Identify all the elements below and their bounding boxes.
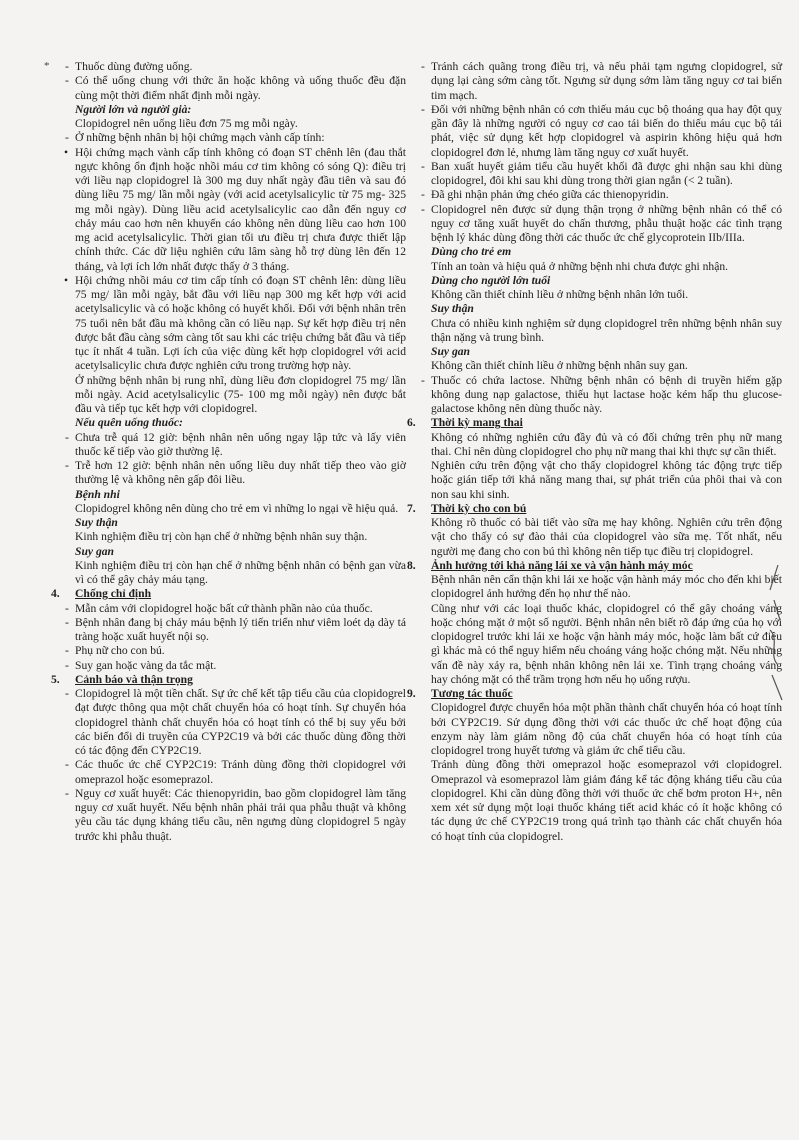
right-column (407, 60, 782, 844)
section-title: Thời kỳ mang thai (431, 416, 523, 430)
handwritten-margin-mark (760, 560, 790, 710)
section-number: 7. (407, 501, 416, 515)
bullet-item: - Đối với những bệnh nhân có cơn thiếu máu cục bộ thoáng qua hay đột quỵ gần đây là những người có nguy cơ cao tái biến do thiếu máu cục bộ tái phát, việc sử dụng kết hợp clopidogrel và aspirin không hiệu quả hơn clopidogrel đơn lẻ, nhưng làm tăng nguy cơ xuất huyết. (420, 103, 782, 160)
paragraph: Không có những nghiên cứu đầy đủ và có đối chứng trên phụ nữ mang thai. Chỉ nên dùng clopidogrel cho phụ nữ mang thai khi thực sự cần thiết. (431, 430, 782, 458)
paragraph: Bệnh nhân nên cẩn thận khi lái xe hoặc vận hành máy móc cho đến khi biết clopidogrel ảnh hưởng đến họ như thế nào. (431, 573, 782, 601)
section-title: Tương tác thuốc (431, 687, 513, 700)
bullet-item: - Có thể uống chung với thức ăn hoặc không và uống thuốc đều đặn cùng một thời điểm nhất định mỗi ngày. (64, 74, 406, 103)
paragraph: Tính an toàn và hiệu quả ở những bệnh nhi chưa được ghi nhận. (431, 259, 729, 273)
subheading: Bệnh nhi (75, 487, 120, 501)
section-heading (407, 558, 782, 573)
bullet-item: - Tránh cách quãng trong điều trị, và nếu phải tạm ngưng clopidogrel, sử dụng lại càng sớm càng tốt. Ngưng sử dụng sớm làm tăng nguy cơ tai biến tim mạch. (420, 60, 782, 103)
dot-bullet-item: • Hội chứng mạch vành cấp tính không có đoạn ST chênh lên (đau thắt ngực không ổn định hoặc nhồi máu cơ tim không có sóng Q): điều trị với liều nạp clopidogrel là 300 mg duy nhất ngày đầu tiên và sau đó dùng liều 75 mg/ lần mỗi ngày (với acid acetylsalicylic từ 75 mg- 325 mg mỗi ngày). Dùng liều acid acetylsalicylic cao dẫn đến nguy cơ chảy máu cao hơn nên khuyến cáo không nên dùng liều cao hơn 100 mg acid acetylsalicylic. Thời gian tối ưu điều trị chưa được thiết lập chính thức. Các dữ liệu nghiên cứu lâm sàng hỗ trợ dùng lên đến 12 tháng, và lợi ích lớn nhất được thấy ở 3 tháng. (64, 146, 406, 274)
paragraph: Ở những bệnh nhân bị rung nhĩ, dùng liều đơn clopidogrel 75 mg/ lần mỗi ngày. Acid acetylsalicylic (75- 100 mg mỗi ngày) nên được bắt đầu và tiếp tục kết hợp với clopidogrel. (75, 373, 406, 415)
bullet-item: - Trễ hơn 12 giờ: bệnh nhân nên uống liều duy nhất tiếp theo vào giờ thường lệ và không nên gấp đôi liều. (64, 459, 406, 488)
subheading: Nếu quên uống thuốc: (75, 416, 183, 430)
subheading: Suy gan (431, 345, 470, 358)
bullet-item: - Thuốc dùng đường uống. (64, 60, 406, 74)
bullet-item: - Phụ nữ cho con bú. (64, 644, 406, 658)
section-heading (51, 587, 406, 601)
bullet-item: - Bệnh nhân đang bị chảy máu bệnh lý tiến triển như viêm loét dạ dày tá tràng hoặc xuất huyết nội sọ. (64, 616, 406, 645)
subheading: Dùng cho người lớn tuổi (431, 273, 551, 287)
section-title: Thời kỳ cho con bú (431, 501, 527, 515)
paragraph: Clopidogrel không nên dùng cho trẻ em vì những lo ngại về hiệu quả. (75, 501, 399, 515)
subheading: Suy gan (75, 544, 114, 558)
paragraph: Chưa có nhiều kinh nghiệm sử dụng clopidogrel trên những bệnh nhân suy thận nặng và trung bình. (431, 316, 782, 344)
paragraph: Kinh nghiệm điều trị còn hạn chế ở những bệnh nhân có bệnh gan vừa vì có thể gây chảy máu tạng. (75, 558, 406, 586)
section-title: Chống chỉ định (75, 587, 152, 601)
bullet-item: - Ban xuất huyết giảm tiểu cầu huyết khối đã được ghi nhận sau khi dùng clopidogrel, đôi khi sau khi dùng trong thời gian ngắn (< 2 tuần). (420, 160, 782, 189)
section-number: 5. (51, 672, 60, 686)
paragraph: Không cần thiết chỉnh liều ở những bệnh nhân lớn tuổi. (431, 288, 689, 301)
paragraph: Kinh nghiệm điều trị còn hạn chế ở những bệnh nhân suy thận. (75, 530, 368, 544)
section-heading (407, 687, 782, 701)
subheading: Suy thận (431, 302, 474, 316)
margin-tick: * (44, 60, 50, 72)
section-heading (407, 416, 782, 430)
dot-bullet-item: • Hội chứng nhồi máu cơ tim cấp tính có đoạn ST chênh lên: dùng liều 75 mg/ lần mỗi ngày, bắt đầu với liều nạp 300 mg kết hợp với acid acetylsalicylic và có hoặc không có huyết khối. Đối với bệnh nhân trên 75 tuổi nên bắt đầu mà không cần có liều nạp. Sự kết hợp điều trị nên được bắt đầu càng sớm càng tốt sau khi các triệu chứng bắt đầu và tiếp tục ít nhất 4 tuần. Lợi ích của việc dùng kết hợp clopidogrel với acid acetylsalicylic chưa được nghiên cứu trong trường hợp này. (64, 274, 406, 374)
section-title: Cảnh báo và thận trọng (75, 672, 193, 686)
section-heading (51, 672, 406, 687)
section-number: 4. (51, 587, 60, 601)
bullet-item: - Clopidogrel là một tiền chất. Sự ức chế kết tập tiểu cầu của clopidogrel đạt được thông qua một chất chuyển hóa có hoạt tính. Sự chuyển hóa clopidogrel thành chất chuyển hóa có hoạt tính có thể bị suy yếu bởi các biến đổi di truyền của CYP2C19 và bởi các thuốc dùng đồng thời có tác động đến CYP2C19. (64, 687, 406, 758)
subheading: Dùng cho trẻ em (431, 245, 512, 259)
paragraph: Không cần thiết chỉnh liều ở những bệnh nhân suy gan. (431, 359, 688, 373)
bullet-item: - Thuốc có chứa lactose. Những bệnh nhân có bệnh di truyền hiếm gặp không dung nạp galactose, thiếu hụt lactase hoặc kém hấp thu glucose-galactose không nên dùng thuốc này. (420, 374, 782, 417)
bullet-item: - Nguy cơ xuất huyết: Các thienopyridin, bao gồm clopidogrel làm tăng nguy cơ xuất huyết. Nếu bệnh nhân phải trải qua phẫu thuật và không yêu cầu tác dụng kháng tiểu cầu, nên ngưng dùng clopidogrel 5 ngày trước khi phẫu thuật. (64, 787, 406, 844)
paragraph: Không rõ thuốc có bài tiết vào sữa mẹ hay không. Nghiên cứu trên động vật cho thấy có sự đào thải của clopidogrel vào sữa mẹ. Tốt nhất, nếu người mẹ đang cho con bú thì không nên tiếp tục điều trị clopidogrel. (431, 516, 782, 558)
section-number: 6. (407, 416, 416, 430)
bullet-item: - Chưa trễ quá 12 giờ: bệnh nhân nên uống ngay lập tức và lấy viên thuốc kế tiếp vào giờ thường lệ. (64, 431, 406, 460)
section-heading (407, 501, 782, 516)
paragraph: Nghiên cứu trên động vật cho thấy clopidogrel không tác động trực tiếp hoặc gián tiếp tới khả năng mang thai, sự phát triển của phôi thai và con non sau khi sinh. (431, 459, 782, 501)
section-number: 8. (407, 558, 416, 572)
bullet-item: - Các thuốc ức chế CYP2C19: Tránh dùng đồng thời clopidogrel với omeprazol hoặc esomeprazol. (64, 758, 406, 787)
paragraph: Clopidogrel nên uống liều đơn 75 mg mỗi ngày. (75, 117, 298, 130)
section-number: 9. (407, 687, 416, 700)
paragraph: Tránh dùng đồng thời omeprazol hoặc esomeprazol với clopidogrel. Omeprazol và esomeprazol làm giảm đáng kể tác động kháng tiểu cầu của clopidogrel. Khi cần dùng đồng thời với thuốc ức chế bơm proton H+, nên xem xét sử dụng một loại thuốc kháng tiết acid khác có ít hoặc không có tác dụng ức chế CYP2C19 trong quá trình tạo thành các chất chuyển hóa có hoạt tính của clopidogrel. (431, 758, 782, 843)
bullet-item: - Mẫn cảm với clopidogrel hoặc bất cứ thành phần nào của thuốc. (64, 602, 406, 616)
bullet-item: - Đã ghi nhận phản ứng chéo giữa các thienopyridin. (420, 188, 782, 202)
bullet-item: - Clopidogrel nên được sử dụng thận trọng ở những bệnh nhân có thể có nguy cơ tăng xuất huyết do chấn thương, phẫu thuật hoặc các tình trạng bệnh lý khác dùng đồng thời các thuốc ức chế glycoprotein IIb/IIIa. (420, 203, 782, 246)
bullet-item: - Suy gan hoặc vàng da tắc mật. (64, 659, 406, 673)
subheading: Người lớn và người già: (75, 102, 192, 116)
left-column (51, 60, 406, 844)
subheading: Suy thận (75, 516, 118, 529)
bullet-item: - Ở những bệnh nhân bị hội chứng mạch vành cấp tính: (64, 131, 406, 145)
paragraph: Cũng như với các loại thuốc khác, clopidogrel có thể gây choáng váng hoặc chóng mặt ở một số người. Bệnh nhân nên biết rõ đáp ứng của họ với clopidogrel trước khi lái xe hoặc vận hành máy móc, hoặc làm bất cứ điều gì khác mà có thể nguy hiểm nếu choáng váng hoặc chóng mặt. Nếu những vấn đề này xảy ra, bệnh nhân không nên lái xe. Tình trạng choáng váng hay chóng mặt có thể trầm trọng hơn nếu họ uống rượu. (431, 601, 782, 686)
paragraph: Clopidogrel được chuyển hóa một phần thành chất chuyển hóa có hoạt tính bởi CYP2C19. Sử dụng đồng thời với các thuốc ức chế hoạt động của enzym này làm giảm nồng độ của chất chuyển hóa có hoạt tính của clopidogrel trong huyết tương và giảm ức chế tiểu cầu. (431, 701, 782, 757)
section-title: Ảnh hưởng tới khả năng lái xe và vận hành máy móc (431, 558, 693, 572)
